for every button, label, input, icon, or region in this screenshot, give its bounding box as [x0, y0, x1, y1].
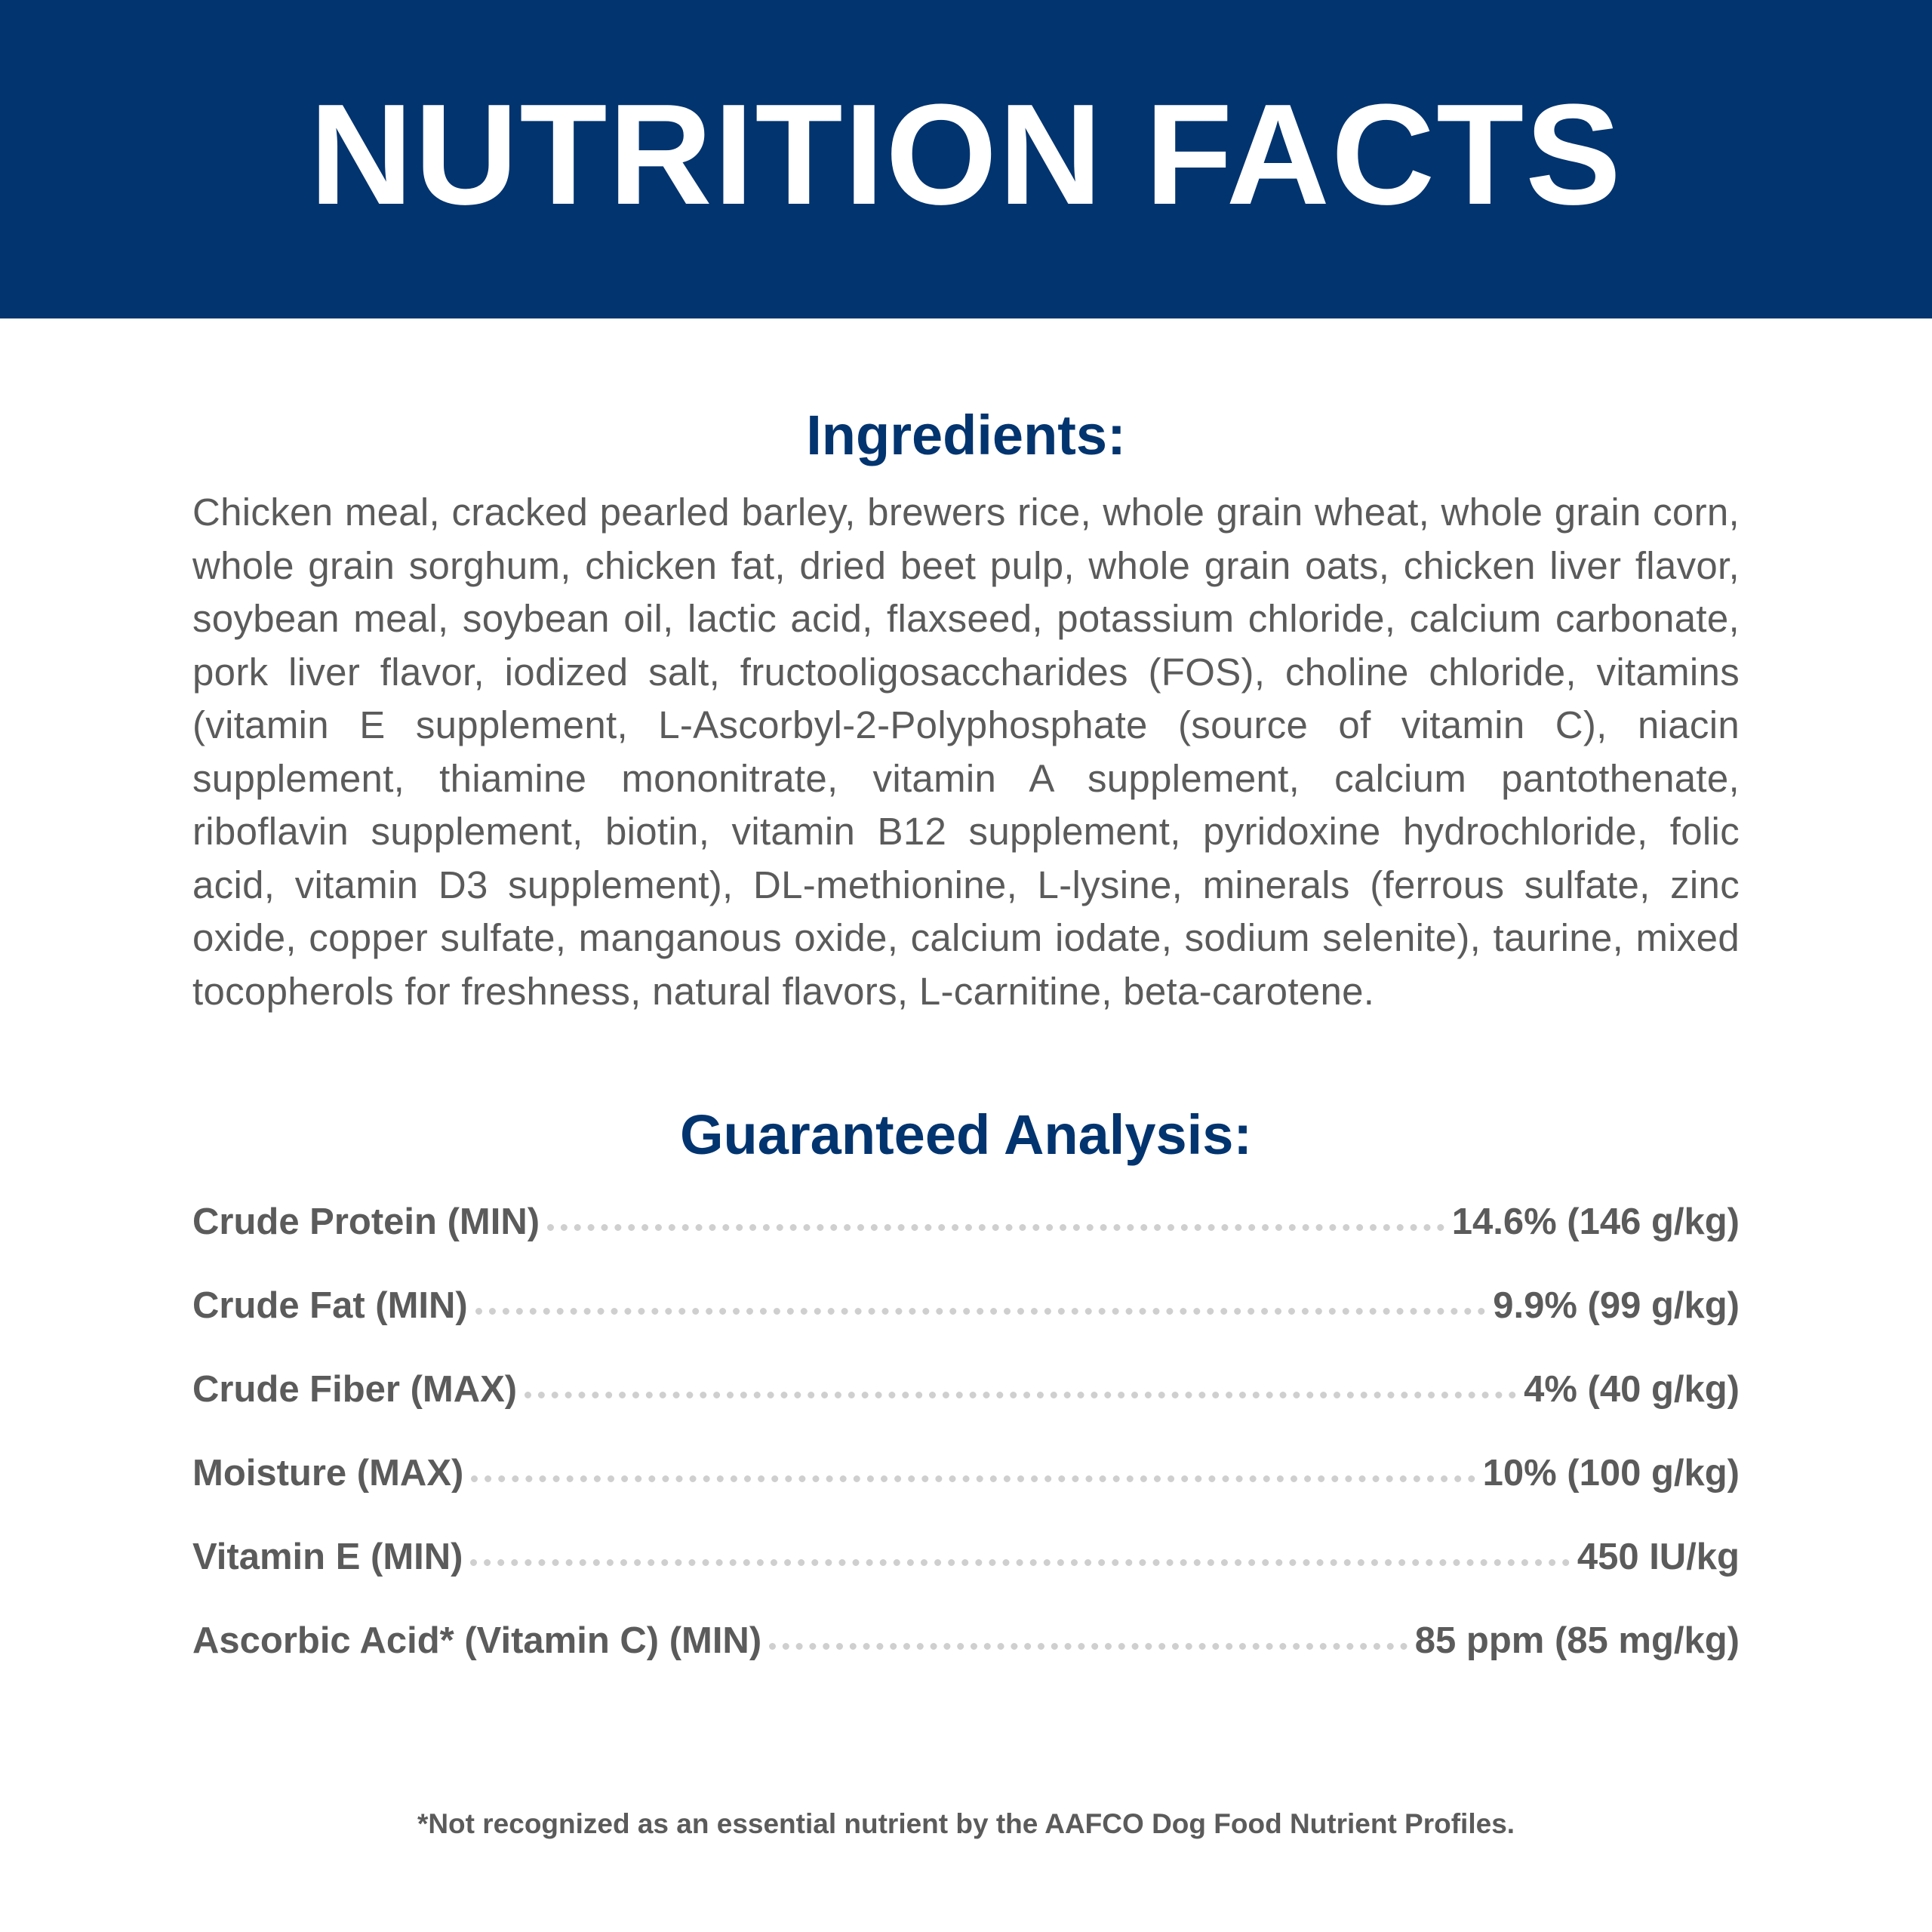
analysis-value: 85 ppm (85 mg/kg): [1414, 1620, 1740, 1661]
analysis-label: Moisture (MAX): [192, 1453, 464, 1494]
analysis-value: 4% (40 g/kg): [1524, 1369, 1740, 1410]
analysis-value: 10% (100 g/kg): [1482, 1453, 1740, 1494]
title-banner: [0, 0, 1932, 318]
footnote: *Not recognized as an essential nutrient by the AAFCO Dog Food Nutrient Profiles.: [417, 1808, 1515, 1839]
dotted-leader: [471, 1475, 1475, 1482]
guaranteed-analysis-heading: Guaranteed Analysis:: [679, 1103, 1253, 1166]
analysis-row: [192, 1620, 1740, 1703]
analysis-label: Crude Fiber (MAX): [192, 1369, 518, 1410]
dotted-leader: [547, 1224, 1444, 1231]
dotted-leader: [475, 1308, 1485, 1315]
dotted-leader: [470, 1559, 1569, 1566]
dotted-leader: [525, 1392, 1516, 1398]
analysis-label: Ascorbic Acid* (Vitamin C) (MIN): [192, 1620, 762, 1661]
ingredients-heading: Ingredients:: [806, 404, 1126, 466]
analysis-label: Vitamin E (MIN): [192, 1537, 463, 1577]
analysis-row: [192, 1284, 1740, 1368]
ingredients-text: Chicken meal, cracked pearled barley, brewers rice, whole grain wheat, whole grain corn, whole grain sorghum, chicken fat, dried beet pulp, whole grain oats, chicken liver flavor, soybean meal, soybean oil, lactic acid, flaxseed, potassium chloride, calcium carbonate, pork liver flavor, iodized salt, fructooligosaccharides (FOS), choline chloride, vitamins (vitamin E supplement, L-Ascorbyl-2-Polyphosphate (source of vitamin C), niacin supplement, thiamine mononitrate, vitamin A supplement, calcium pantothenate, riboflavin supplement, biotin, vitamin B12 supplement, pyridoxine hydrochloride, folic acid, vitamin D3 supplement), DL-methionine, L-lysine, minerals (ferrous sulfate, zinc oxide, copper sulfate, manganous oxide, calcium iodate, sodium selenite), taurine, mixed tocopherols for freshness, natural flavors, L-carnitine, beta-carotene.: [192, 491, 1740, 1013]
analysis-label: Crude Protein (MIN): [192, 1201, 540, 1242]
dotted-leader: [769, 1643, 1407, 1650]
guaranteed-analysis-list: [192, 1201, 1740, 1703]
analysis-label: Crude Fat (MIN): [192, 1285, 468, 1326]
analysis-row: [192, 1368, 1740, 1452]
analysis-row: [192, 1536, 1740, 1620]
analysis-value: 9.9% (99 g/kg): [1493, 1285, 1740, 1326]
analysis-row: [192, 1201, 1740, 1284]
analysis-value: 14.6% (146 g/kg): [1451, 1201, 1740, 1242]
analysis-value: 450 IU/kg: [1577, 1537, 1740, 1577]
main-content: [192, 404, 1740, 1703]
analysis-row: [192, 1452, 1740, 1536]
page-title: NUTRITION FACTS: [309, 75, 1623, 235]
